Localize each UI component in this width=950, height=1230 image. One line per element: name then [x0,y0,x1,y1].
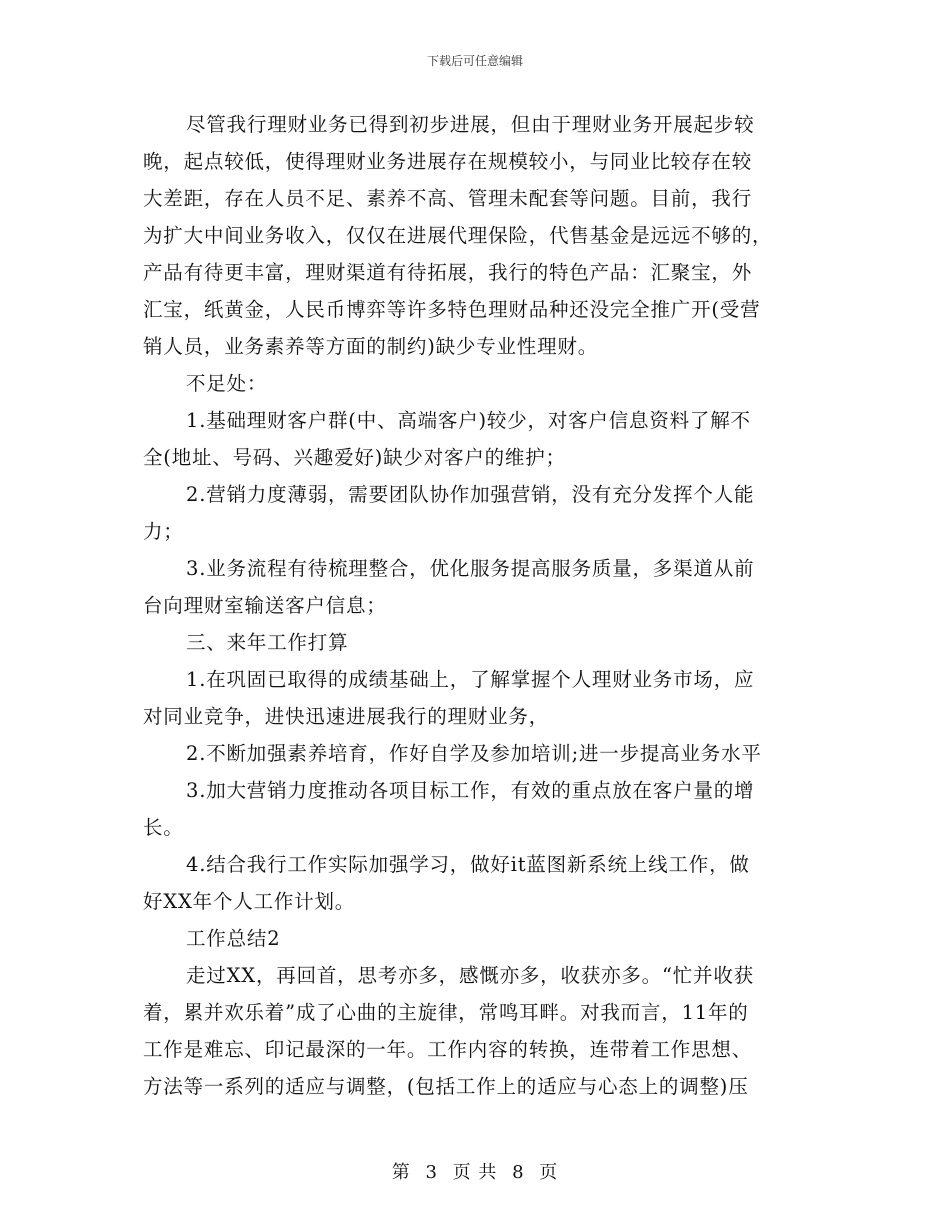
text-line: 力； [143,520,184,543]
text-line: 不足处： [186,372,268,395]
text-line: 3.业务流程有待梳理整合，优化服务提高服务质量，多渠道从前 [186,557,755,580]
text-line: 长。 [143,816,184,839]
text-line: 走过XX，再回首，思考亦多，感慨亦多，收获亦多。“忙并收获 [186,964,754,987]
text-line: 对同业竞争，进快迅速进展我行的理财业务， [143,705,550,728]
text-line: 2.不断加强素养培育，作好自学及参加培训;进一步提高业务水平 [186,742,762,765]
text-line: 方法等一系列的适应与调整，(包括工作上的适应与心态上的调整)压 [143,1075,749,1098]
text-line: 全(地址、号码、兴趣爱好)缺少对客户的维护； [143,446,566,469]
text-line: 汇宝，纸黄金，人民币博弈等许多特色理财品种还没完全推广开(受营 [143,298,761,321]
text-line: 着，累并欢乐着”成了心曲的主旋律，常鸣耳畔。对我而言，11年的 [143,1001,749,1024]
text-line: 大差距，存在人员不足、素养不高、管理未配套等问题。目前，我行 [143,187,753,210]
footer-middle: 页 共 [452,1162,498,1183]
page-header: 下载后可任意编辑 [426,54,523,68]
text-line: 1.基础理财客户群(中、高端客户)较少，对客户信息资料了解不 [186,409,751,432]
text-line: 台向理财室输送客户信息； [143,594,387,617]
footer-page-number: 3 [425,1162,438,1183]
text-line: 销人员，业务素养等方面的制约)缺少专业性理财。 [143,335,599,358]
document-body [143,106,810,1105]
footer-suffix: 页 [539,1162,559,1183]
text-line: 2.营销力度薄弱，需要团队协作加强营销，没有充分发挥个人能 [186,483,755,506]
text-line: 为扩大中间业务收入，仅仅在进展代理保险，代售基金是远远不够的， [143,224,773,247]
text-line: 3.加大营销力度推动各项目标工作，有效的重点放在客户量的增 [186,779,755,802]
text-line: 1.在巩固已取得的成绩基础上，了解掌握个人理财业务市场，应 [186,668,755,691]
text-line: 工作是难忘、印记最深的一年。工作内容的转换，连带着工作思想、 [143,1038,753,1061]
text-line: 尽管我行理财业务已得到初步进展，但由于理财业务开展起步较 [186,113,755,136]
text-line: 三、来年工作打算 [186,631,349,654]
text-line: 产品有待更丰富，理财渠道有待拓展，我行的特色产品：汇聚宝，外 [143,261,753,284]
text-line: 晚，起点较低，使得理财业务进展存在规模较小，与同业比较存在较 [143,150,753,173]
text-line: 4.结合我行工作实际加强学习，做好it蓝图新系统上线工作，做 [186,853,750,876]
text-line: 工作总结2 [186,927,281,950]
page-footer [0,1158,950,1184]
footer-total-pages: 8 [512,1162,525,1183]
text-line: 好XX年个人工作计划。 [143,890,356,913]
footer-prefix: 第 [391,1162,411,1183]
